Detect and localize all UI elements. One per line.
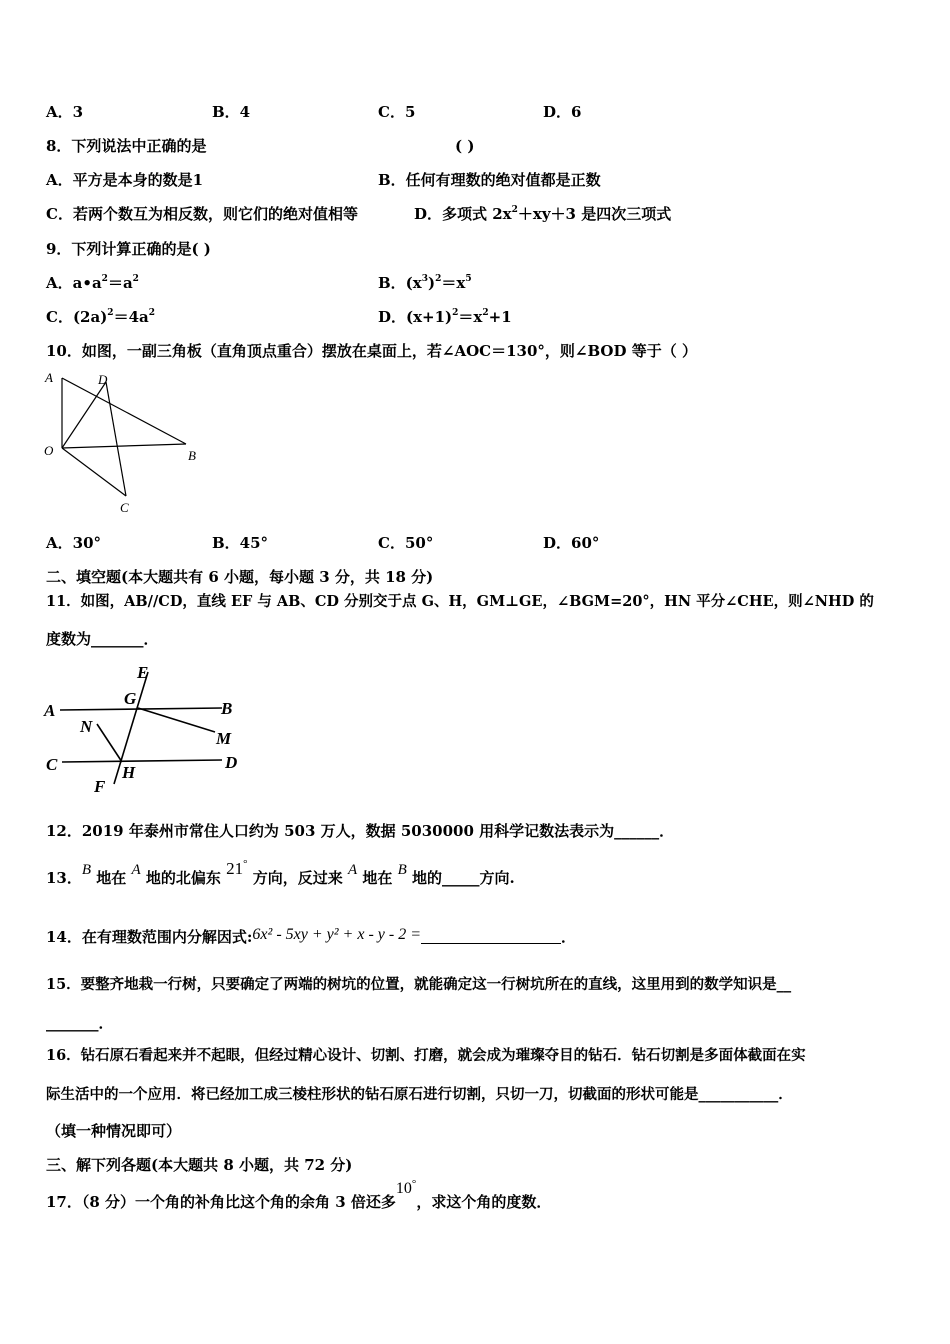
label-c: C (46, 755, 58, 774)
label-b: B (221, 699, 233, 718)
label-a: A (45, 370, 53, 385)
q8-option-b: B．任何有理数的绝对值都是正数 (378, 171, 601, 189)
q12-text: 12．2019 年泰州市常住人口约为 503 万人，数据 5030000 用科学记数法表示为______． (46, 822, 675, 840)
label-f: F (94, 777, 106, 796)
label-c: C (120, 500, 129, 515)
q11-line-1: 11．如图，AB//CD，直线 EF 与 AB、CD 分别交于点 G、H，GM⊥GE，∠BGM=20°，HN 平分∠CHE，则∠NHD 的 (46, 593, 874, 610)
line-od (62, 382, 106, 448)
section-3-heading: 三、解下列各题(本大题共 8 小题，共 72 分) (46, 1156, 353, 1174)
q9-option-c: C．$(2a)^2=4a^2$ (46, 308, 155, 326)
q9-option-b: B．$(x^3)^2=x^5$ (378, 274, 472, 292)
label-g: G (124, 689, 137, 708)
q14-text: 14．在有理数范围内分解因式:6x² - 5xy + y² + x - y - 2 = ． (46, 926, 577, 946)
q10-stem: 10．如图，一副三角板（直角顶点重合）摆放在桌面上，若∠AOC＝130°，则∠BOD 等于（ ） (46, 342, 697, 360)
q11-line-2: 度数为_______． (46, 630, 159, 648)
q10-option-d: D．60° (543, 534, 600, 552)
q8-stem: 8．下列说法中正确的是 (46, 137, 207, 155)
q8-paren: ( ) (455, 137, 475, 155)
section-2-heading: 二、填空题(本大题共有 6 小题，每小题 3 分，共 18 分) (46, 568, 434, 586)
label-b: B (188, 448, 196, 463)
label-e: E (137, 663, 149, 682)
q15-line-2: _______． (46, 1014, 114, 1032)
q15-line-1: 15．要整齐地栽一行树，只要确定了两端的树坑的位置，就能确定这一行树坑所在的直线，这里用到的数学知识是__ (46, 976, 792, 993)
label-d: D (225, 753, 238, 772)
line-gm (138, 708, 215, 732)
line-oc (62, 448, 126, 496)
parallel-lines-figure (40, 658, 250, 798)
q8-option-d: D．多项式 $2x^2+xy+3$ 是四次三项式 (414, 205, 672, 223)
q14-expression: 6x² - 5xy + y² + x - y - 2 = (252, 926, 421, 943)
q7-option-d: D．6 (543, 103, 582, 121)
label-m: M (216, 729, 232, 748)
q9-option-d: D．$(x+1)^2=x^2+1$ (378, 308, 512, 326)
q7-option-c: C．5 (378, 103, 416, 121)
label-d: D (98, 372, 108, 387)
label-a: A (44, 701, 56, 720)
q16-line-2: 际生活中的一个应用．将已经加工成三棱柱形状的钻石原石进行切割，只切一刀，切截面的形状可能是___________． (46, 1086, 793, 1103)
q13-text: 13．B 地在 A 地的北偏东 21° 方向，反过来 A 地在 B 地的_____方向. (46, 858, 515, 887)
q16-line-1: 16．钻石原石看起来并不起眼，但经过精心设计、切割、打磨，就会成为璀璨夺目的钻石．钻石切割是多面体截面在实 (46, 1047, 806, 1064)
triangle-ruler-figure (40, 368, 210, 518)
q9-option-a: A．$a•a^2=a^2$ (46, 274, 139, 292)
q17-text: 17．（8 分）一个角的补角比这个角的余角 3 倍还多10°，求这个角的度数． (46, 1178, 552, 1211)
q7-option-a: A．3 (46, 103, 84, 121)
line-hn (97, 724, 122, 762)
q7-option-b: B．4 (212, 103, 251, 121)
label-h: H (122, 763, 136, 782)
line-ab (62, 378, 186, 444)
q10-option-c: C．50° (378, 534, 434, 552)
q10-option-a: A．30° (46, 534, 102, 552)
line-ob (62, 444, 186, 448)
line-cd (62, 760, 222, 762)
q9-stem: 9．下列计算正确的是( ) (46, 240, 211, 258)
q16-line-3: （填一种情况即可） (46, 1122, 182, 1140)
q14-answer-blank[interactable] (421, 927, 561, 944)
label-n: N (80, 717, 93, 736)
q8-option-a: A．平方是本身的数是1 (46, 171, 204, 189)
q10-option-b: B．45° (212, 534, 269, 552)
q8-option-c: C．若两个数互为相反数，则它们的绝对值相等 (46, 205, 358, 223)
line-dc (106, 382, 126, 496)
label-o: O (44, 443, 54, 458)
